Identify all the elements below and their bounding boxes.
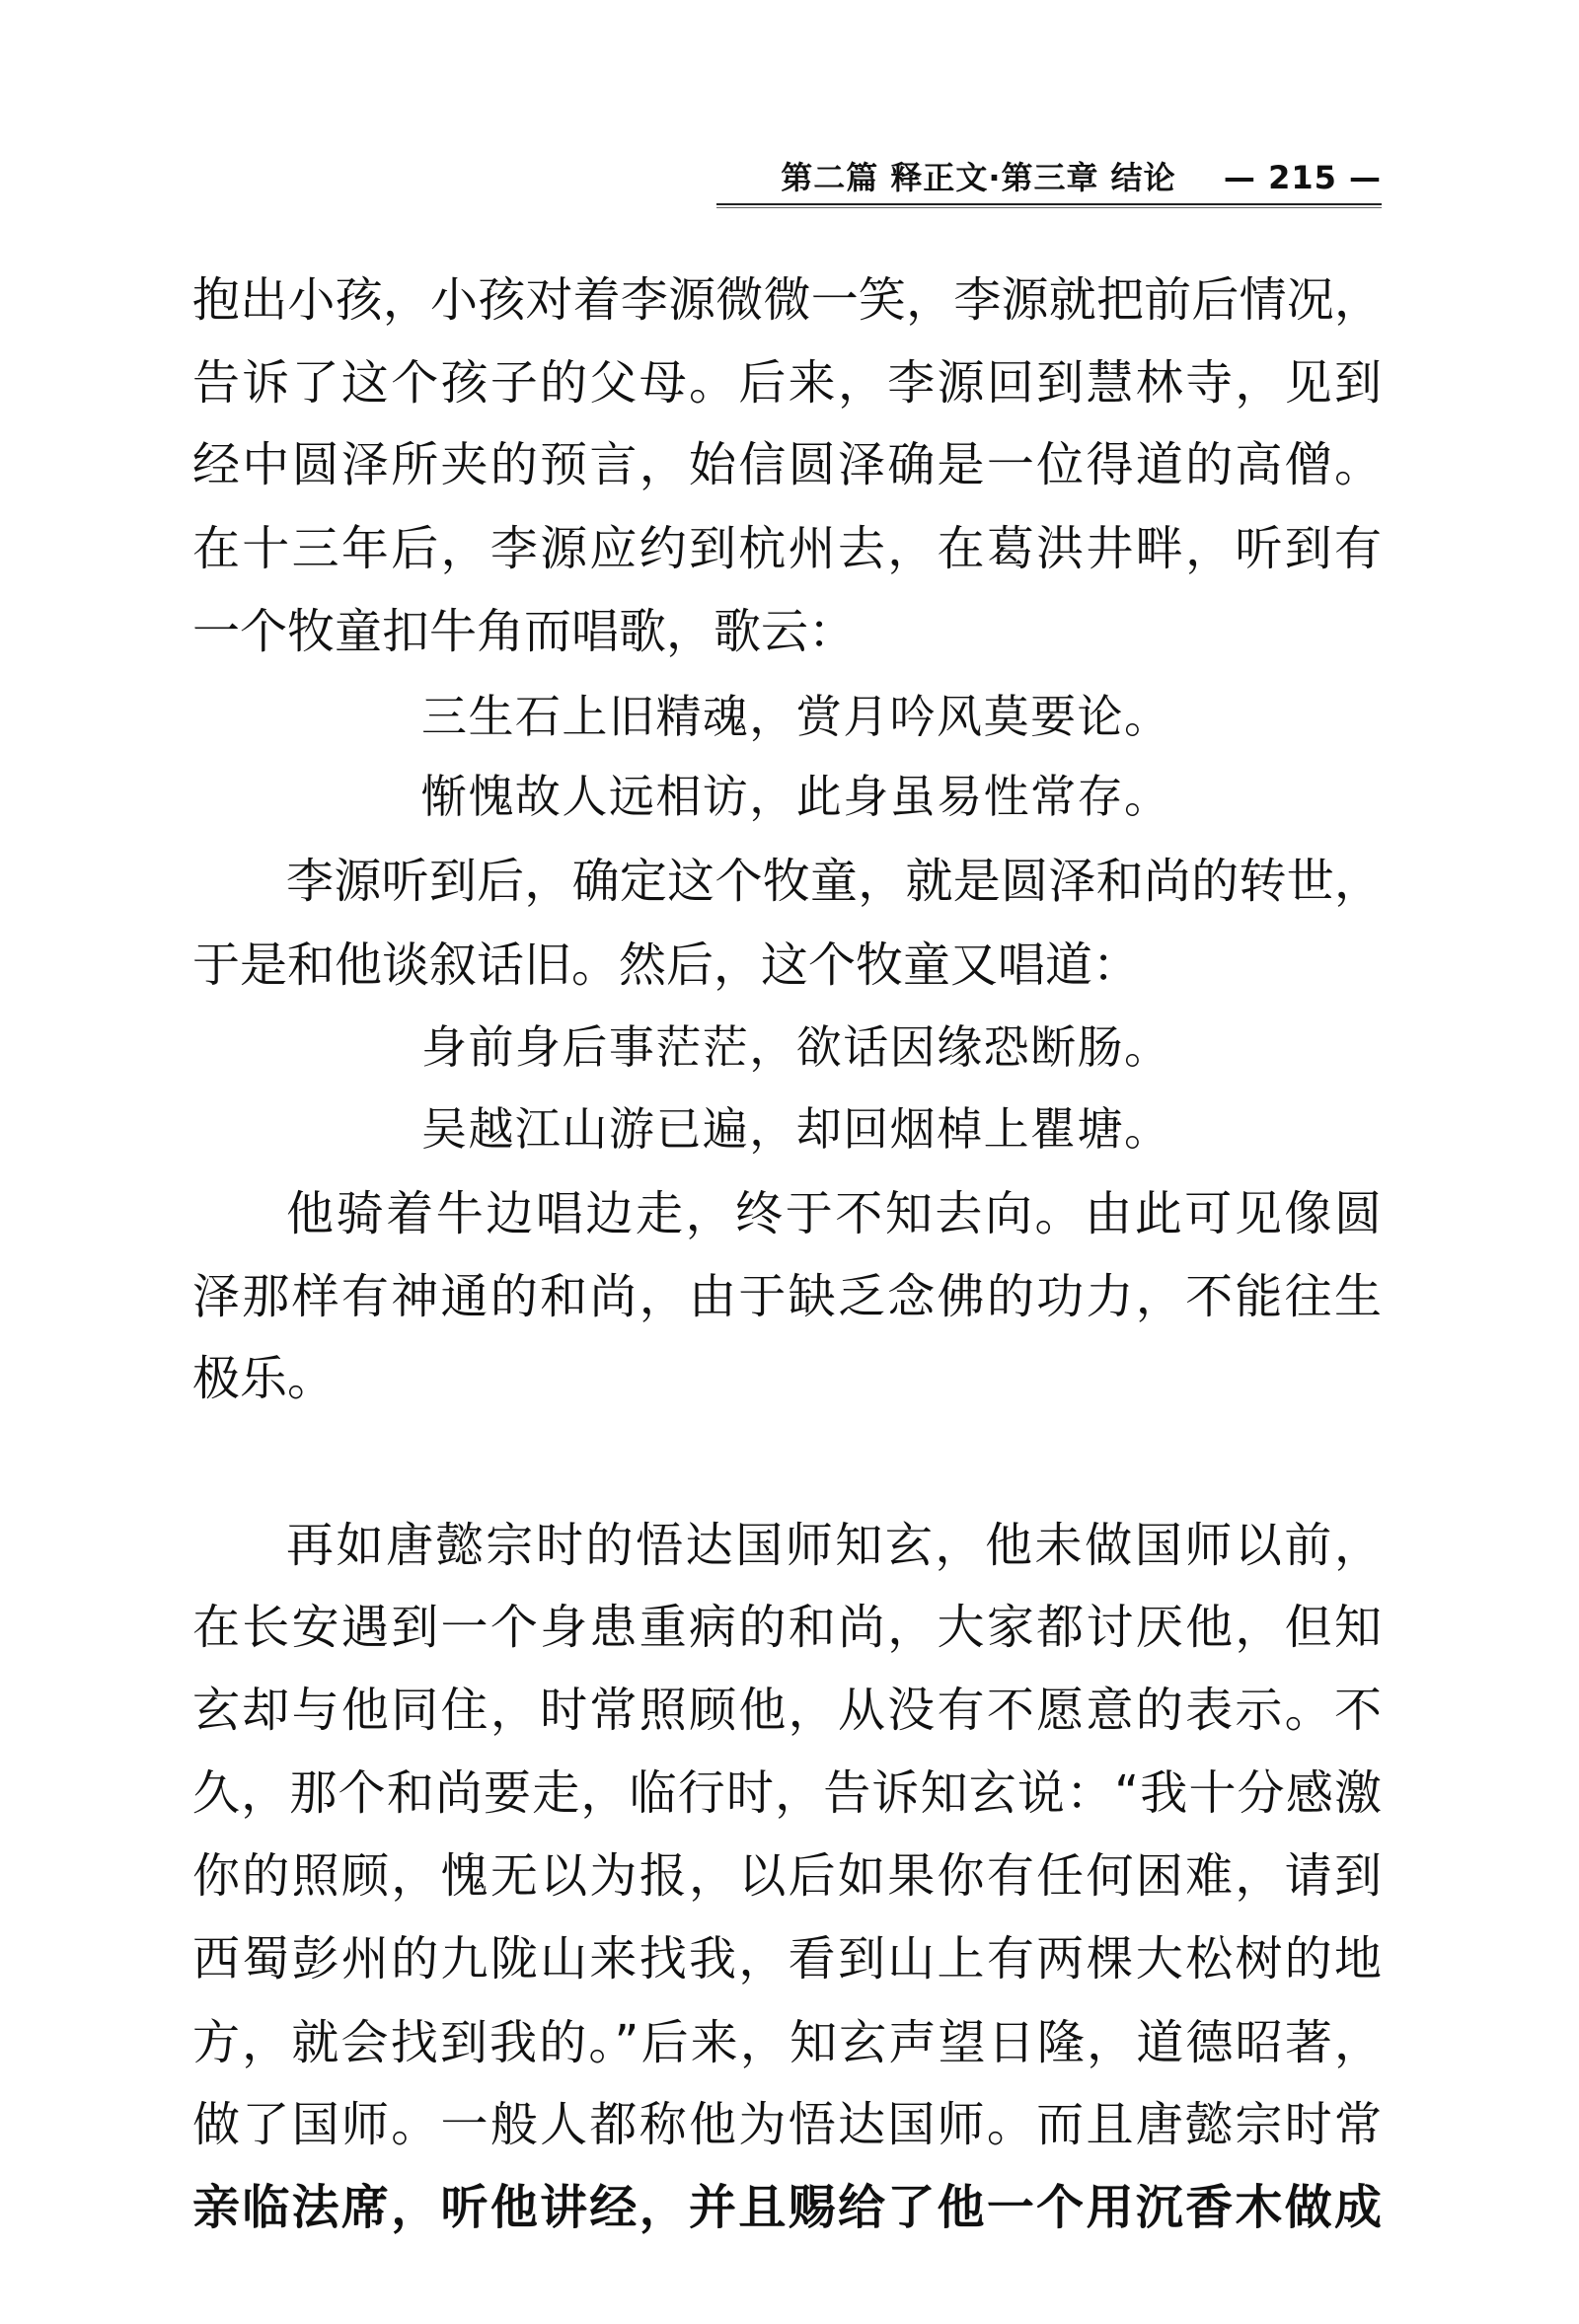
text-line: 在长安遇到一个身患重病的和尚，大家都讨厌他，但知 [192,1600,1382,1655]
text-line: 一个牧童扣牛角而唱歌，歌云： [192,604,857,659]
text-line: 抱出小孩，小孩对着李源微微一笑，李源就把前后情况， [192,272,1382,328]
text-line: 在十三年后，李源应约到杭州去，在葛洪井畔，听到有 [192,521,1382,576]
text-line: 经中圆泽所夹的预言，始信圆泽确是一位得道的高僧。 [192,437,1382,492]
text-line: 泽那样有神通的和尚，由于缺乏念佛的功力，不能往生 [192,1269,1382,1324]
text-line: 西蜀彭州的九陇山来找我，看到山上有两棵大松树的地 [192,1931,1382,1987]
text-line: 做了国师。一般人都称他为悟达国师。而且唐懿宗时常 [192,2097,1382,2152]
text-line: 极乐。 [192,1351,336,1406]
text-line: 你的照顾，愧无以为报，以后如果你有任何困难，请到 [192,1848,1382,1904]
text-line: 李源听到后，确定这个牧童，就是圆泽和尚的转世， [286,854,1382,909]
text-line: 于是和他谈叙话旧。然后，这个牧童又唱道： [192,937,1141,993]
verse-line: 三生石上旧精魂，赏月吟风莫要论。 [421,690,1169,743]
text-line: 玄却与他同住，时常照顾他，从没有不愿意的表示。不 [192,1683,1382,1738]
running-header [726,158,1382,197]
text-line: 方，就会找到我的。”后来，知玄声望日隆，道德昭著， [192,2015,1382,2070]
page-number: — 215 — [1223,159,1382,196]
text-line: 亲临法席，听他讲经，并且赐给了他一个用沉香木做成 [192,2180,1382,2235]
verse-line: 惭愧故人远相访，此身虽易性常存。 [421,770,1169,823]
verse-line: 身前身后事茫茫，欲话因缘恐断肠。 [421,1020,1169,1074]
verse-line: 吴越江山游已遍，却回烟棹上瞿塘。 [421,1102,1169,1156]
text-line: 告诉了这个孩子的父母。后来，李源回到慧林寺，见到 [192,355,1382,411]
text-line: 再如唐懿宗时的悟达国师知玄，他未做国师以前， [286,1518,1382,1573]
text-line: 久，那个和尚要走，临行时，告诉知玄说：“我十分感激 [192,1765,1382,1821]
header-rule-thin [716,207,1382,208]
running-title: 第二篇 释正文·第三章 结论 [781,159,1176,196]
text-line: 他骑着牛边唱边走，终于不知去向。由此可见像圆 [286,1186,1382,1241]
header-rule [716,203,1382,205]
